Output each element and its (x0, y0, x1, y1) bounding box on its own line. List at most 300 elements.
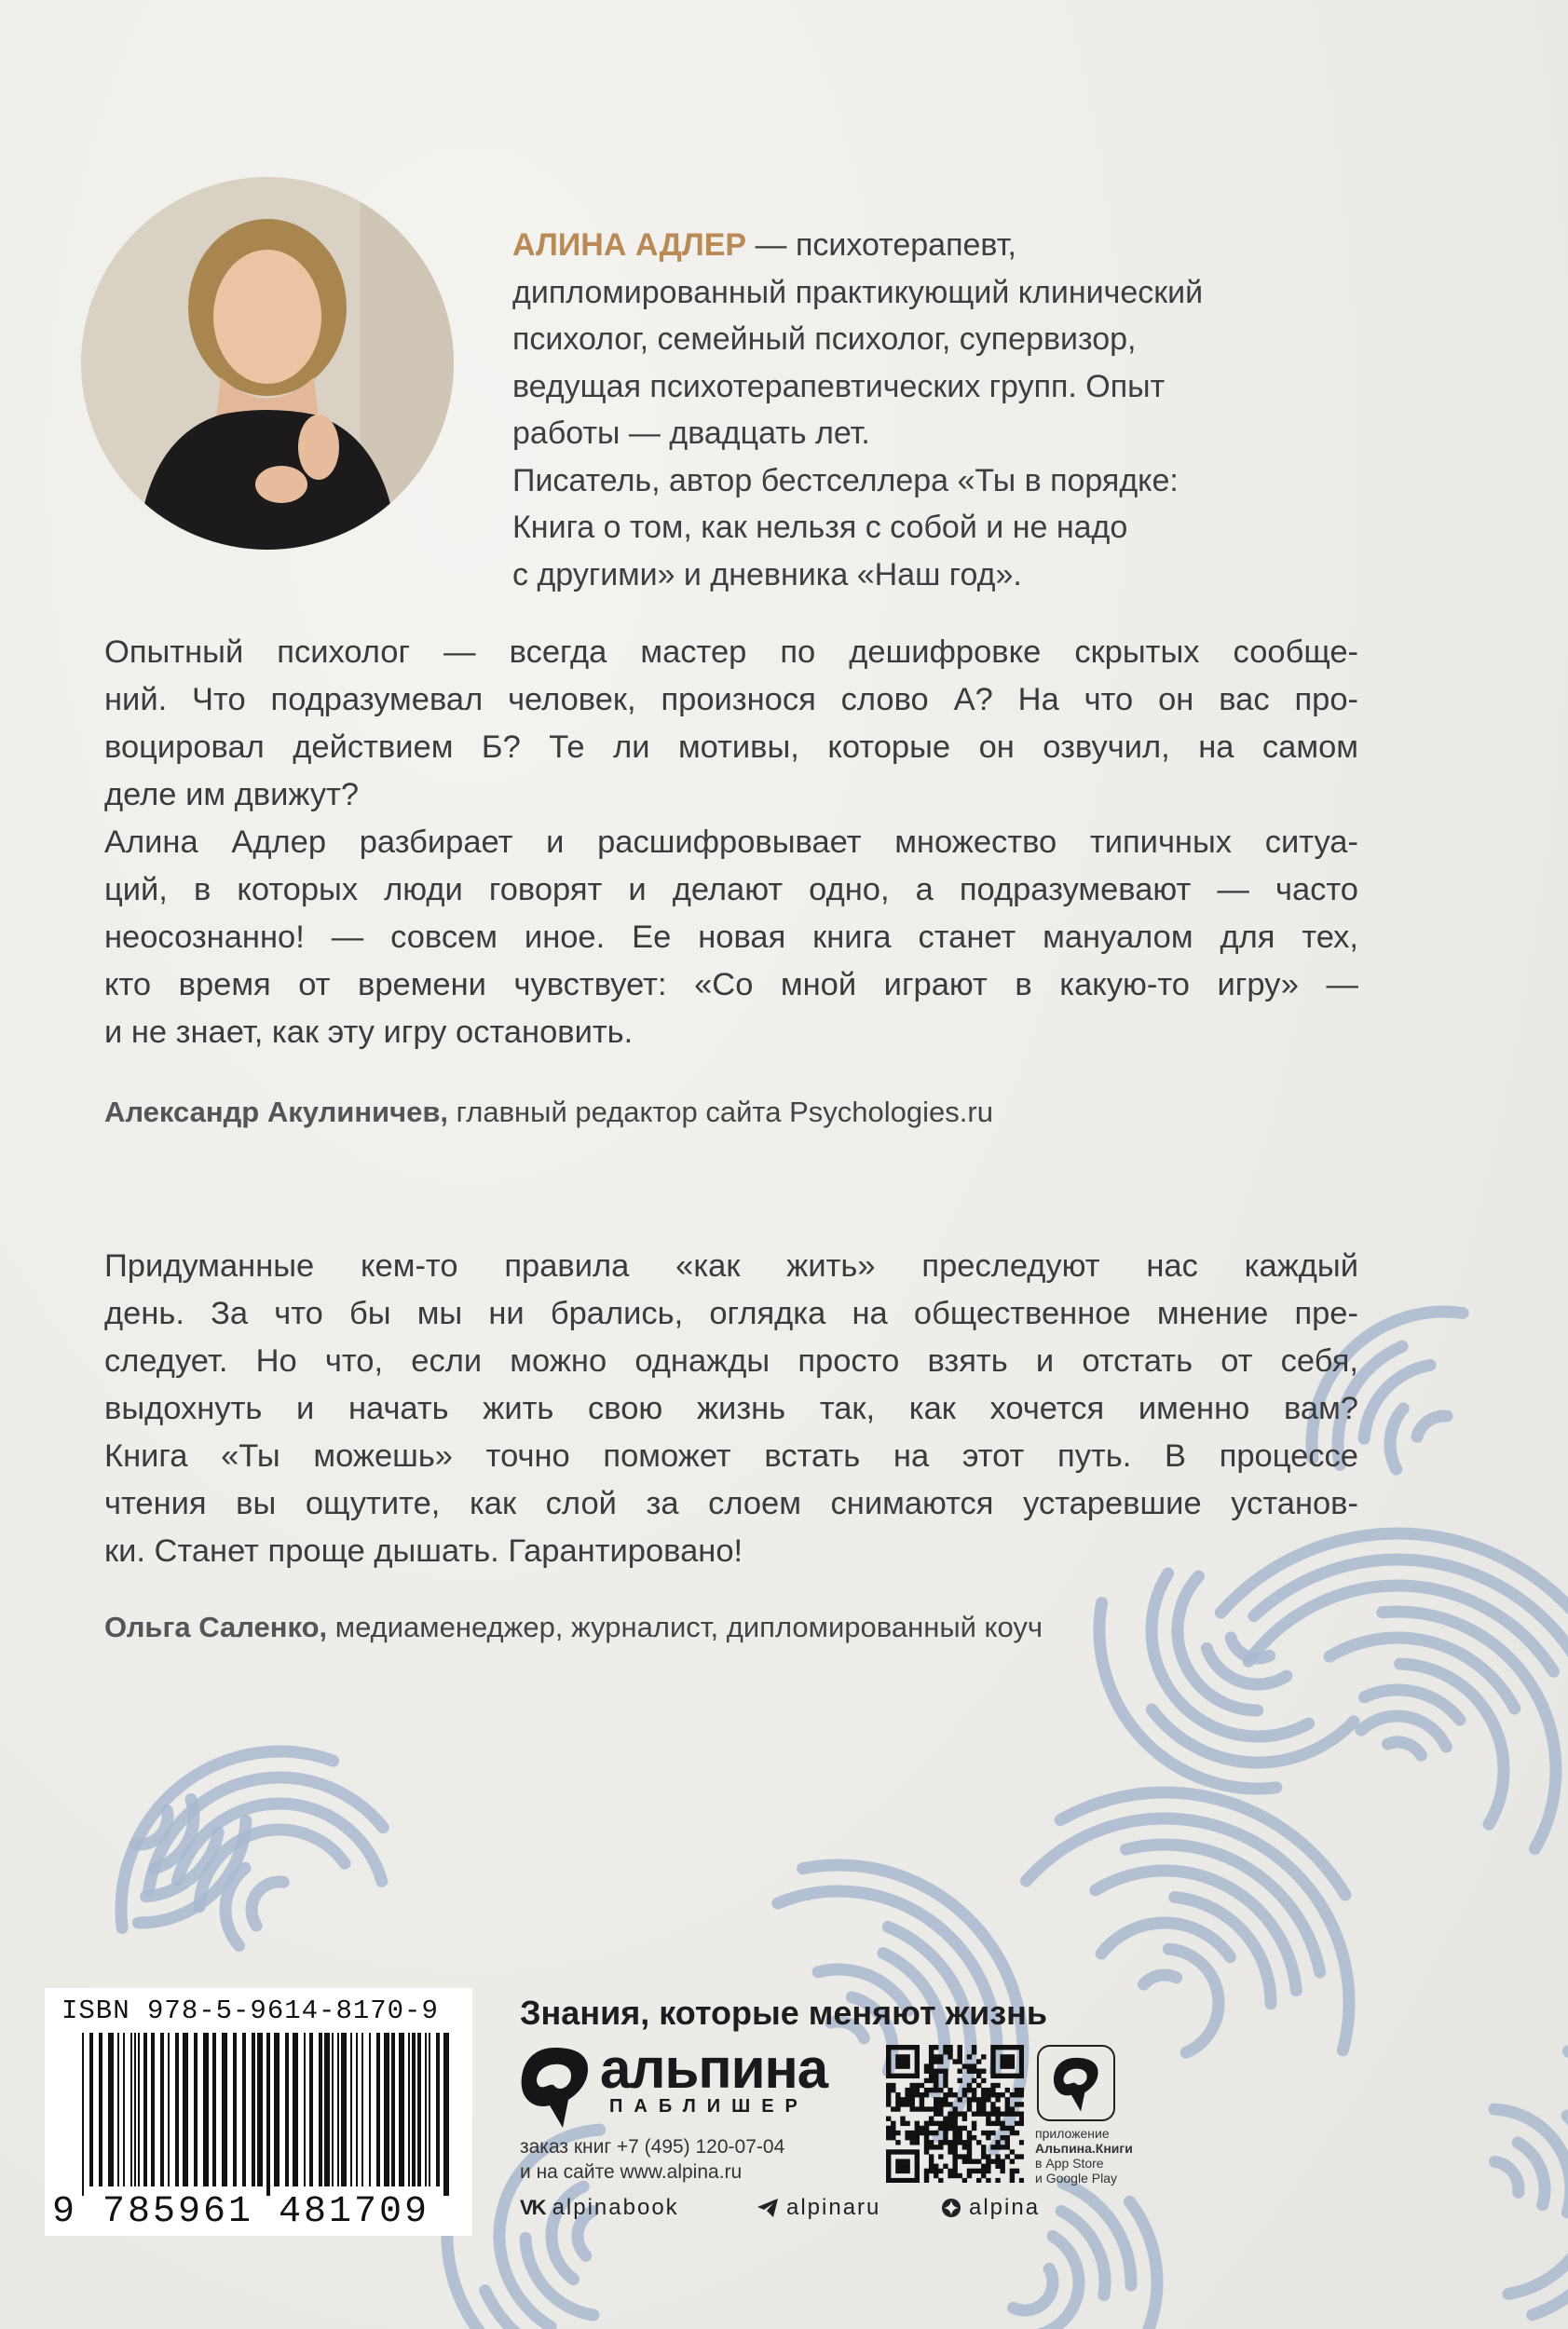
qr-module (900, 2159, 905, 2163)
qr-module (938, 2121, 943, 2126)
qr-module (905, 2135, 909, 2140)
qr-module (934, 2088, 938, 2092)
qr-module (915, 2154, 920, 2159)
bio-line: ведущая психотерапевтических групп. Опыт (512, 368, 1166, 404)
qr-module (929, 2117, 934, 2121)
qr-module (958, 2111, 962, 2116)
app-promo-line: в App Store (1035, 2156, 1104, 2171)
qr-module (915, 2083, 920, 2088)
qr-module (895, 2106, 900, 2111)
text-line: и не знает, как эту игру остановить. (104, 1015, 634, 1050)
qr-module (1015, 2074, 1019, 2078)
qr-module (948, 2140, 952, 2145)
qr-module (924, 2069, 929, 2074)
qr-module (986, 2135, 990, 2140)
qr-module (1005, 2106, 1010, 2111)
qr-module (1015, 2092, 1019, 2097)
qr-module (952, 2154, 957, 2159)
qr-module (990, 2159, 995, 2163)
qr-module (1010, 2131, 1015, 2135)
qr-module (962, 2088, 967, 2092)
qr-module (943, 2097, 948, 2102)
qr-module (895, 2092, 900, 2097)
qr-module (948, 2145, 952, 2149)
qr-module (929, 2069, 934, 2074)
publisher-slogan: Знания, которые меняют жизнь (520, 1994, 1048, 2032)
barcode-bar (123, 2033, 125, 2186)
qr-module (967, 2088, 972, 2092)
social-dzen[interactable] (941, 2195, 1040, 2221)
qr-module (938, 2178, 943, 2183)
review-2-text (104, 1243, 1358, 1575)
text-line: Алина Адлер разбирает и расшифровывает множество типичных ситуа- (104, 824, 1358, 860)
barcode-bar (337, 2033, 339, 2186)
review-1-attribution (104, 1096, 993, 1129)
qr-module (995, 2045, 1000, 2050)
qr-module (958, 2140, 962, 2145)
qr-module (1005, 2054, 1010, 2059)
app-promo-line: приложение (1035, 2126, 1110, 2141)
qr-module (915, 2069, 920, 2074)
text-line: кто время от времени чувствует: «Со мной играют в какую-то игру» — (104, 967, 1358, 1002)
qr-module (952, 2145, 957, 2149)
qr-module (1000, 2169, 1004, 2173)
qr-module (924, 2140, 929, 2145)
barcode-bar (417, 2033, 421, 2186)
barcode-bar (252, 2033, 255, 2186)
qr-module (895, 2131, 900, 2135)
qr-module (1019, 2074, 1024, 2078)
qr-module (990, 2092, 995, 2097)
barcode-bar (233, 2033, 237, 2186)
qr-module (948, 2149, 952, 2154)
qr-module (1019, 2111, 1024, 2116)
qr-module (1019, 2154, 1024, 2159)
qr-module (886, 2164, 891, 2169)
qr-module (976, 2111, 981, 2116)
qr-module (895, 2169, 900, 2173)
qr-module (915, 2135, 920, 2140)
qr-module (1005, 2145, 1010, 2149)
qr-module (990, 2054, 995, 2059)
qr-module (981, 2145, 986, 2149)
barcode-bars (82, 2033, 455, 2196)
barcode-bar (222, 2033, 227, 2186)
qr-module (895, 2074, 900, 2078)
qr-module (1010, 2063, 1015, 2068)
wave-stroke (1417, 1416, 1447, 1437)
qr-module (952, 2059, 957, 2063)
barcode-bar (443, 2033, 449, 2196)
qr-module (1019, 2092, 1024, 2097)
qr-module (905, 2063, 909, 2068)
text-line: день. За что бы мы ни брались, оглядка на общественное мнение пре- (104, 1296, 1358, 1331)
qr-module (967, 2159, 972, 2163)
qr-module (910, 2045, 915, 2050)
text-line: воцировал действием Б? Те ли мотивы, которые он озвучил, на самом (104, 729, 1358, 765)
publisher-brand: альпина (600, 2037, 828, 2100)
qr-module (952, 2092, 957, 2097)
qr-module (915, 2050, 920, 2054)
qr-module (895, 2178, 900, 2183)
qr-module (915, 2178, 920, 2183)
qr-module (910, 2088, 915, 2092)
alpina-app-logo-icon (1039, 2047, 1113, 2119)
qr-module (891, 2178, 895, 2183)
qr-module (1019, 2054, 1024, 2059)
qr-module (948, 2088, 952, 2092)
qr-module (943, 2074, 948, 2078)
qr-module (1019, 2117, 1024, 2121)
text-line: Придуманные кем-то правила «как жить» преследуют нас каждый (104, 1248, 1358, 1284)
qr-module (905, 2059, 909, 2063)
social-telegram[interactable] (757, 2195, 880, 2221)
qr-module (976, 2159, 981, 2163)
qr-module (920, 2126, 924, 2131)
qr-module (938, 2097, 943, 2102)
barcode-bar (108, 2033, 114, 2186)
qr-module (967, 2083, 972, 2088)
qr-module (986, 2169, 990, 2173)
qr-module (915, 2149, 920, 2154)
qr-module (929, 2050, 934, 2054)
text-line: ний. Что подразумевал человек, произнося слово А? На что он вас про- (104, 682, 1358, 717)
wave-stroke (1168, 1949, 1219, 2052)
qr-module (943, 2078, 948, 2083)
qr-module (962, 2145, 967, 2149)
qr-module (924, 2126, 929, 2131)
qr-module (995, 2140, 1000, 2145)
qr-module (929, 2078, 934, 2083)
social-vk[interactable] (520, 2195, 679, 2221)
qr-module (995, 2178, 1000, 2183)
qr-module (981, 2154, 986, 2159)
qr-module (905, 2102, 909, 2106)
qr-module (915, 2106, 920, 2111)
qr-module (962, 2154, 967, 2159)
qr-module (1005, 2063, 1010, 2068)
qr-module (938, 2126, 943, 2131)
qr-module (986, 2111, 990, 2116)
qr-module (943, 2092, 948, 2097)
barcode-bar (369, 2033, 371, 2186)
qr-module (990, 2069, 995, 2074)
qr-module (952, 2117, 957, 2121)
qr-module (886, 2135, 891, 2140)
qr-module (967, 2069, 972, 2074)
qr-module (972, 2121, 976, 2126)
qr-module (986, 2121, 990, 2126)
order-phone: заказ книг +7 (495) 120-07-04 (520, 2136, 785, 2158)
qr-module (915, 2173, 920, 2178)
qr-module (886, 2178, 891, 2183)
qr-module (962, 2178, 967, 2183)
bio-line: Книга о том, как нельзя с собой и не надо (512, 510, 1128, 545)
qr-module (886, 2097, 891, 2102)
qr-module (972, 2092, 976, 2097)
barcode-bar (384, 2033, 389, 2186)
barcode-bar (82, 2033, 84, 2196)
qr-module (910, 2131, 915, 2135)
qr-module (929, 2154, 934, 2159)
qr-module (1015, 2088, 1019, 2092)
qr-module (990, 2121, 995, 2126)
qr-module (905, 2074, 909, 2078)
qr-module (976, 2059, 981, 2063)
qr-module (952, 2140, 957, 2145)
text-line: ки. Станет проще дышать. Гарантировано! (104, 1533, 743, 1569)
qr-module (1010, 2159, 1015, 2163)
qr-module (995, 2121, 1000, 2126)
qr-module (943, 2045, 948, 2050)
qr-module (943, 2164, 948, 2169)
qr-module (929, 2145, 934, 2149)
barcode-bar (194, 2033, 198, 2186)
qr-module (1000, 2063, 1004, 2068)
qr-module (976, 2178, 981, 2183)
qr-module (948, 2045, 952, 2050)
qr-module (895, 2045, 900, 2050)
qr-module (986, 2088, 990, 2092)
qr-module (981, 2173, 986, 2178)
barcode-bar (350, 2033, 352, 2186)
barcode-bar (168, 2033, 170, 2186)
qr-module (976, 2083, 981, 2088)
qr-module (886, 2173, 891, 2178)
qr-module (967, 2173, 972, 2178)
qr-module (886, 2154, 891, 2159)
qr-module (891, 2135, 895, 2140)
qr-module (943, 2126, 948, 2131)
qr-module (976, 2097, 981, 2102)
qr-module (1010, 2054, 1015, 2059)
barcode-bar (151, 2033, 155, 2186)
barcode-bar (138, 2033, 140, 2186)
bio-line: с другими» и дневника «Наш год». (512, 556, 1022, 592)
qr-module (905, 2054, 909, 2059)
qr-module (958, 2131, 962, 2135)
qr-module (981, 2092, 986, 2097)
qr-module (990, 2083, 995, 2088)
qr-module (1000, 2145, 1004, 2149)
qr-module (934, 2106, 938, 2111)
qr-module (976, 2069, 981, 2074)
order-site[interactable]: и на сайте www.alpina.ru (520, 2161, 743, 2183)
qr-module (934, 2097, 938, 2102)
qr-module (929, 2063, 934, 2068)
vk-icon: VK (520, 2196, 545, 2219)
qr-module (910, 2083, 915, 2088)
qr-module (962, 2140, 967, 2145)
barcode-bar (117, 2033, 119, 2186)
qr-module (924, 2173, 929, 2178)
qr-module (891, 2126, 895, 2131)
qr-module (943, 2135, 948, 2140)
qr-module (891, 2106, 895, 2111)
barcode-bar (266, 2033, 270, 2196)
qr-module (967, 2169, 972, 2173)
barcode-bar (309, 2033, 313, 2186)
qr-module (1005, 2140, 1010, 2145)
qr-module (943, 2083, 948, 2088)
wave-stroke (1027, 1818, 1349, 2050)
qr-module (910, 2106, 915, 2111)
qr-module (900, 2149, 905, 2154)
qr-module (1005, 2045, 1010, 2050)
text-line: Опытный психолог — всегда мастер по дешифровке скрытых сообще- (104, 634, 1358, 670)
review-2-attribution (104, 1611, 1043, 1644)
reviewer-name: Александр Акулиничев, (104, 1096, 449, 1128)
qr-module (886, 2088, 891, 2092)
qr-module (905, 2131, 909, 2135)
qr-module (995, 2154, 1000, 2159)
qr-module (924, 2145, 929, 2149)
qr-module (943, 2140, 948, 2145)
qr-module (958, 2054, 962, 2059)
text-line: деле им движут? (104, 777, 360, 812)
qr-module (934, 2069, 938, 2074)
qr-module (981, 2054, 986, 2059)
qr-module (910, 2178, 915, 2183)
qr-module (886, 2102, 891, 2106)
qr-module (948, 2111, 952, 2116)
qr-code[interactable] (886, 2045, 1024, 2183)
app-name: Альпина.Книги (1035, 2141, 1133, 2156)
qr-module (915, 2045, 920, 2050)
qr-module (900, 2074, 905, 2078)
qr-module (990, 2111, 995, 2116)
qr-module (929, 2106, 934, 2111)
qr-module (972, 2069, 976, 2074)
qr-module (952, 2164, 957, 2169)
qr-module (995, 2106, 1000, 2111)
qr-module (920, 2106, 924, 2111)
qr-module (905, 2178, 909, 2183)
qr-module (990, 2106, 995, 2111)
qr-module (1019, 2063, 1024, 2068)
qr-module (1015, 2131, 1019, 2135)
qr-module (986, 2131, 990, 2135)
qr-module (886, 2117, 891, 2121)
qr-module (1015, 2169, 1019, 2173)
text-line: ций, в которых люди говорят и делают одно, а подразумевают — часто (104, 872, 1358, 907)
qr-module (981, 2149, 986, 2154)
bio-line: работы — двадцать лет. (512, 415, 870, 451)
qr-module (1015, 2111, 1019, 2116)
barcode-bar (429, 2033, 430, 2186)
qr-module (900, 2063, 905, 2068)
qr-module (1000, 2074, 1004, 2078)
barcode-bar (399, 2033, 404, 2186)
qr-module (948, 2126, 952, 2131)
qr-module (972, 2097, 976, 2102)
qr-module (967, 2154, 972, 2159)
barcode-bar (242, 2033, 246, 2186)
qr-module (938, 2088, 943, 2092)
qr-module (886, 2069, 891, 2074)
qr-module (1010, 2059, 1015, 2063)
qr-module (895, 2063, 900, 2068)
qr-module (934, 2102, 938, 2106)
qr-module (1019, 2178, 1024, 2183)
qr-module (1019, 2102, 1024, 2106)
qr-module (1019, 2059, 1024, 2063)
qr-module (967, 2149, 972, 2154)
qr-module (958, 2173, 962, 2178)
bio-line: — психотерапевт, (746, 227, 1016, 263)
qr-module (1019, 2121, 1024, 2126)
qr-module (924, 2063, 929, 2068)
qr-module (910, 2135, 915, 2140)
qr-module (905, 2169, 909, 2173)
qr-module (952, 2173, 957, 2178)
qr-module (972, 2088, 976, 2092)
qr-module (967, 2063, 972, 2068)
qr-module (981, 2097, 986, 2102)
qr-module (1005, 2126, 1010, 2131)
qr-module (891, 2083, 895, 2088)
qr-module (915, 2164, 920, 2169)
wave-stroke (1494, 2161, 1519, 2192)
qr-module (981, 2078, 986, 2083)
qr-module (981, 2131, 986, 2135)
qr-module (972, 2078, 976, 2083)
qr-module (895, 2059, 900, 2063)
qr-module (958, 2069, 962, 2074)
app-icon (1037, 2045, 1115, 2121)
qr-module (929, 2121, 934, 2126)
qr-module (891, 2045, 895, 2050)
publisher-brand-sub: ПАБЛИШЕР (609, 2096, 809, 2117)
qr-module (943, 2050, 948, 2054)
qr-module (886, 2092, 891, 2097)
qr-module (967, 2145, 972, 2149)
qr-module (905, 2121, 909, 2126)
qr-module (986, 2178, 990, 2183)
isbn-barcode (45, 1988, 472, 2236)
qr-module (934, 2145, 938, 2149)
qr-module (886, 2059, 891, 2063)
qr-module (1010, 2178, 1015, 2183)
qr-module (976, 2140, 981, 2145)
barcode-bar (356, 2033, 358, 2186)
qr-module (958, 2045, 962, 2050)
qr-module (952, 2131, 957, 2135)
qr-module (924, 2169, 929, 2173)
qr-module (943, 2069, 948, 2074)
qr-module (943, 2131, 948, 2135)
qr-module (1010, 2169, 1015, 2173)
qr-module (915, 2088, 920, 2092)
qr-module (972, 2063, 976, 2068)
qr-module (1005, 2154, 1010, 2159)
qr-module (952, 2169, 957, 2173)
reviewer-name: Ольга Саленко, (104, 1611, 328, 1643)
qr-module (967, 2102, 972, 2106)
qr-module (1005, 2074, 1010, 2078)
qr-module (1015, 2121, 1019, 2126)
qr-module (1015, 2154, 1019, 2159)
qr-module (948, 2121, 952, 2126)
qr-module (934, 2078, 938, 2083)
author-bio (512, 222, 1351, 598)
qr-module (900, 2054, 905, 2059)
qr-module (934, 2169, 938, 2173)
qr-module (924, 2088, 929, 2092)
qr-module (990, 2074, 995, 2078)
qr-module (905, 2092, 909, 2097)
qr-module (924, 2078, 929, 2083)
